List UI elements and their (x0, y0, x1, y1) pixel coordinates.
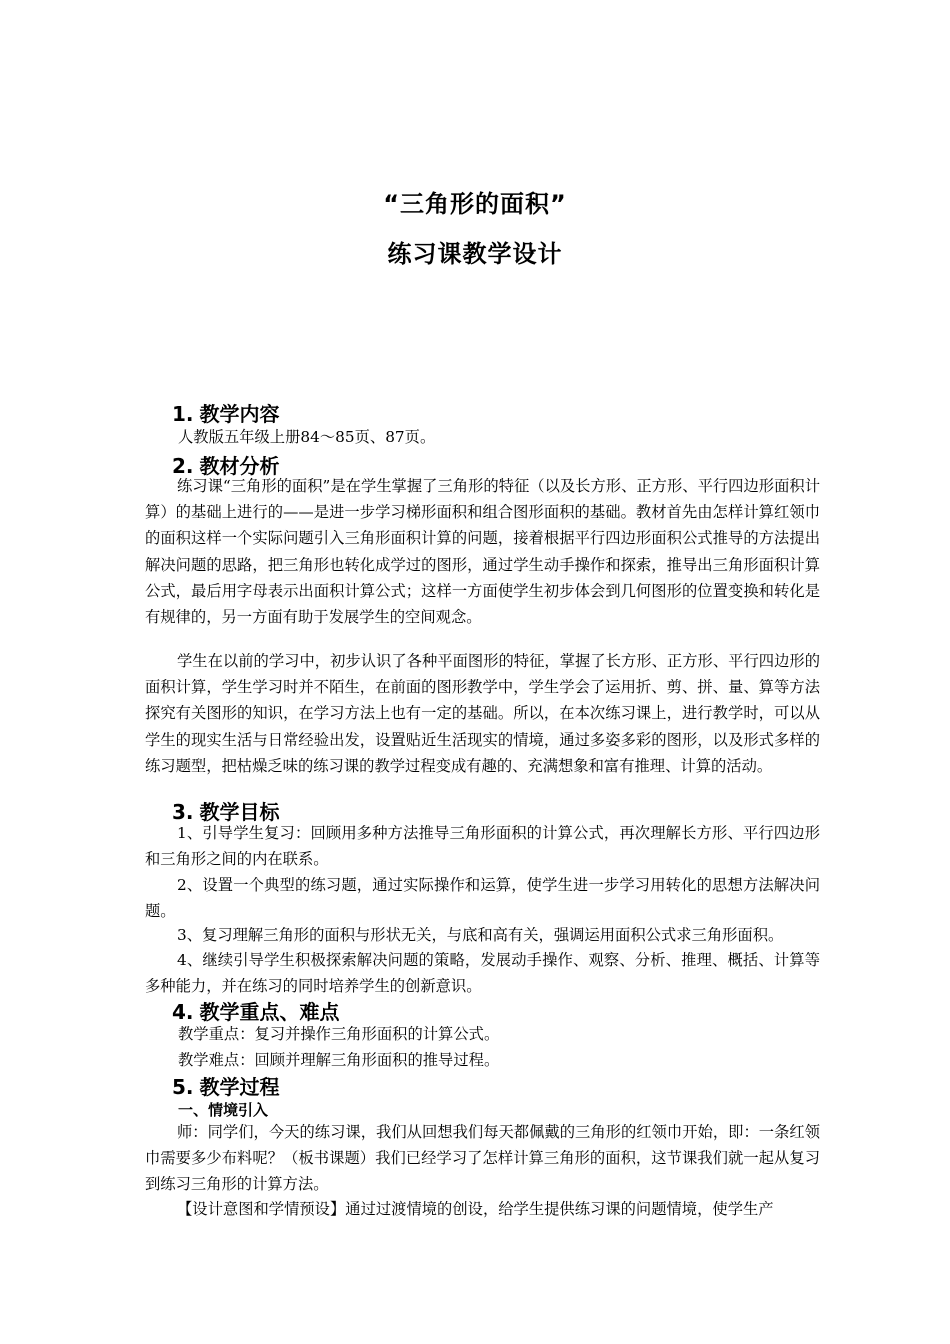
section-title: 教学内容 (199, 402, 280, 426)
section-title: 教学过程 (199, 1075, 280, 1099)
document-title-line-1: “三角形的面积” (383, 190, 567, 218)
material-analysis-paragraph-1: 练习课“三角形的面积”是在学生掌握了三角形的特征（以及长方形、正方形、平行四边形面积计算）的基础上进行的——是进一步学习梯形面积和组合图形面积的基础。教材首先由怎样计算红领巾的面积这样一个实际问题引入三角形面积计算的问题，接着根据平行四边形面积公式推导的方法提出解决问题的思路，把三角形也转化成学过的图形，通过学生动手操作和探索，推导出三角形面积计算公式，最后用字母表示出面积计算公式；这样一方面使学生初步体会到几何图形的位置变换和转化是有规律的，另一方面有助于发展学生的空间观念。 (145, 477, 820, 627)
section-number: 5. (172, 1075, 194, 1099)
teaching-process-paragraph-1: 师：同学们，今天的练习课，我们从回想我们每天都佩戴的三角形的红领巾开始，即：一条红领巾需要多少布料呢？（板书课题）我们已经学习了怎样计算三角形的面积，这节课我们就一起从复习到练习三角形的计算方法。 (145, 1123, 820, 1194)
section-number: 1. (172, 402, 194, 426)
section-heading-key-points (172, 996, 340, 1025)
section-heading-teaching-content (172, 398, 280, 427)
teaching-goal-1: 1、引导学生复习：回顾用多种方法推导三角形面积的计算公式，再次理解长方形、平行四边形和三角形之间的内在联系。 (145, 824, 820, 869)
teaching-content-text: 人教版五年级上册84～85页、87页。 (178, 428, 436, 446)
teaching-process-paragraph-2: 【设计意图和学情预设】通过过渡情境的创设，给学生提供练习课的问题情境，使学生产 (177, 1200, 774, 1218)
teaching-goal-3: 3、复习理解三角形的面积与形状无关，与底和高有关，强调运用面积公式求三角形面积。 (177, 926, 784, 944)
key-point-line: 教学重点：复习并操作三角形面积的计算公式。 (178, 1025, 500, 1043)
material-analysis-paragraph-2: 学生在以前的学习中，初步认识了各种平面图形的特征，掌握了长方形、正方形、平行四边形的面积计算，学生学习时并不陌生，在前面的图形教学中，学生学会了运用折、剪、拼、量、算等方法探究有关图形的知识，在学习方法上也有一定的基础。所以，在本次练习课上，进行教学时，可以从学生的现实生活与日常经验出发，设置贴近生活现实的情境，通过多姿多彩的图形，以及形式多样的练习题型，把枯燥乏味的练习课的教学过程变成有趣的、充满想象和富有推理、计算的活动。 (145, 652, 820, 775)
section-number: 4. (172, 1000, 194, 1024)
section-title: 教学重点、难点 (199, 1000, 340, 1024)
section-heading-teaching-process (172, 1071, 280, 1100)
teaching-goal-4: 4、继续引导学生积极探索解决问题的策略，发展动手操作、观察、分析、推理、概括、计算等多种能力，并在练习的同时培养学生的创新意识。 (145, 951, 820, 996)
section-title: 教学目标 (199, 800, 280, 824)
section-title: 教材分析 (199, 454, 280, 478)
teaching-goal-2: 2、设置一个典型的练习题，通过实际操作和运算，使学生进一步学习用转化的思想方法解决问题。 (145, 876, 820, 921)
subheading-situation-intro: 一、情境引入 (178, 1101, 269, 1119)
document-title-line-2: 练习课教学设计 (387, 240, 563, 268)
section-number: 3. (172, 800, 194, 824)
difficult-point-line: 教学难点：回顾并理解三角形面积的推导过程。 (178, 1051, 500, 1069)
section-number: 2. (172, 454, 194, 478)
